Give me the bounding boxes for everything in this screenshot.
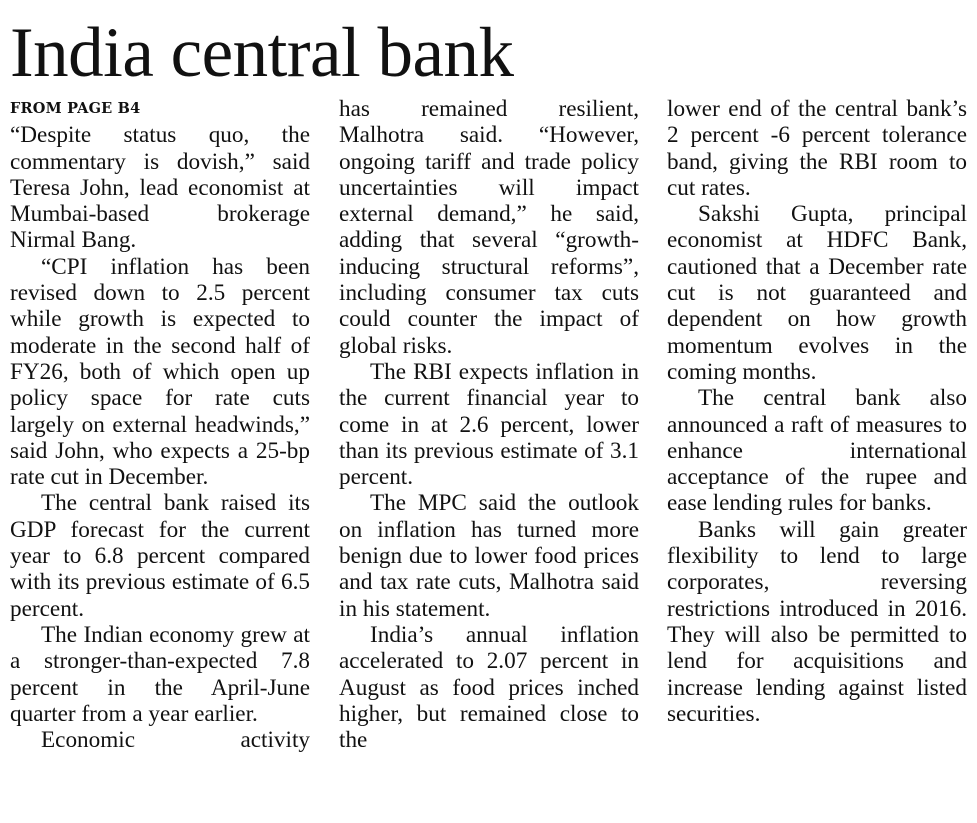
paragraph: The central bank raised its GDP forecast for the current year to 6.8 percent compared with its previous estimate of 6.5 percent.: [10, 490, 310, 622]
article-column-1: [10, 96, 310, 821]
paragraph: The central bank also announced a raft of measures to enhance international acceptance of the rupee and ease lending rules for banks.: [667, 385, 967, 517]
paragraph: “Despite status quo, the commentary is dovish,” said Teresa John, lead economist at Mumbai-based brokerage Nirmal Bang.: [10, 122, 310, 254]
paragraph: “CPI inflation has been revised down to 2.5 percent while growth is expected to moderate in the second half of FY26, both of which open up policy space for rate cuts largely on external headwinds,” said John, who expects a 25-bp rate cut in December.: [10, 253, 310, 491]
headline: India central bank: [10, 14, 514, 92]
paragraph-continuation: has remained resilient, Malhotra said. “However, ongoing tariff and trade policy uncertainties will impact external demand,” he said, adding that several “growth-inducing structural reforms”, including consumer tax cuts could counter the impact of global risks.: [339, 96, 639, 359]
article-column-3: [667, 96, 967, 821]
paragraph: Sakshi Gupta, principal economist at HDFC Bank, cautioned that a December rate cut is not guaranteed and dependent on how growth momentum evolves in the coming months.: [667, 201, 967, 385]
paragraph-continued: Economic activity: [41, 727, 310, 754]
article-column-2: [339, 96, 639, 821]
paragraph-continuation: lower end of the central bank’s 2 percent -6 percent tolerance band, giving the RBI room to cut rates.: [667, 96, 967, 201]
paragraph: The Indian economy grew at a stronger-than-expected 7.8 percent in the April-June quarter from a year earlier.: [10, 621, 310, 727]
paragraph: Banks will gain greater flexibility to lend to large corporates, reversing restrictions introduced in 2016. They will also be permitted to lend for acquisitions and increase lending against listed securities.: [667, 516, 967, 727]
paragraph-continued: India’s annual inflation accelerated to 2.07 percent in August as food prices inched higher, but remained close to the: [339, 621, 639, 754]
paragraph: The MPC said the outlook on inflation has turned more benign due to lower food prices and tax rate cuts, Malhotra said in his statement.: [339, 490, 639, 622]
jump-line: FROM PAGE B4: [10, 100, 141, 117]
paragraph: The RBI expects inflation in the current financial year to come in at 2.6 percent, lower than its previous estimate of 3.1 percent.: [339, 358, 639, 491]
